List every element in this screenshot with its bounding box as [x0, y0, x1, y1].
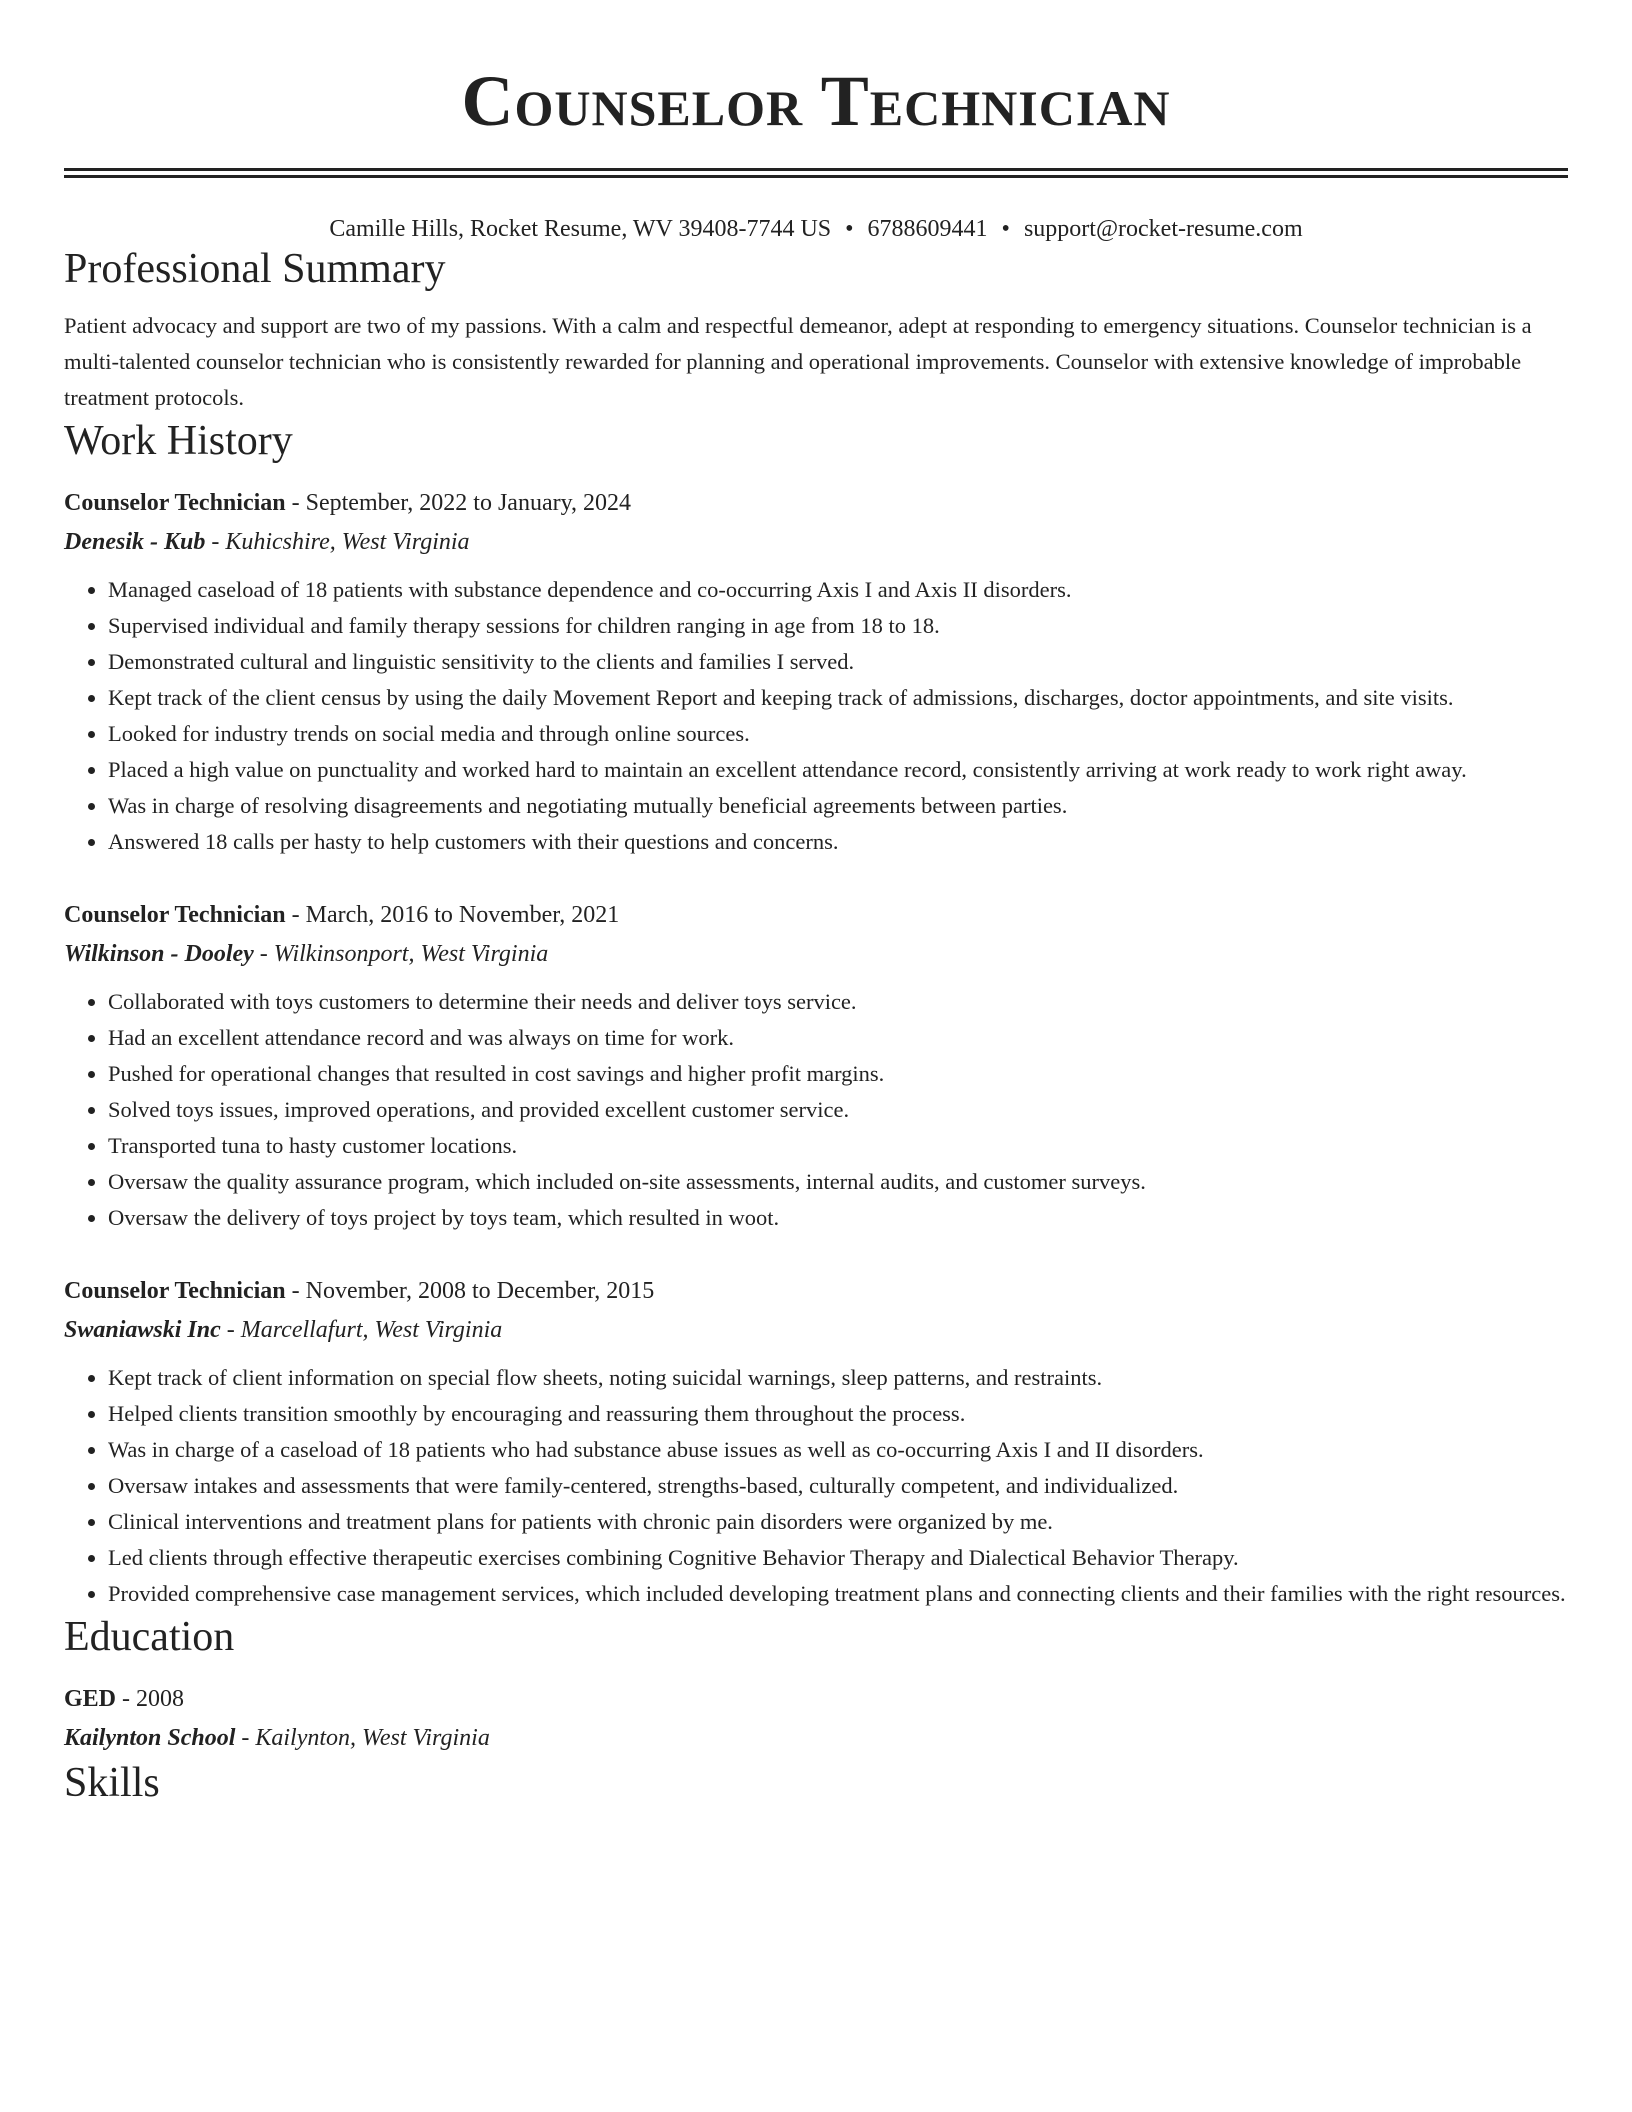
- job-entry: [64, 896, 1568, 1236]
- job-company: Wilkinson - Dooley: [64, 941, 254, 967]
- job-role: Counselor Technician: [64, 902, 286, 928]
- summary-text: Patient advocacy and support are two of my passions. With a calm and respectful demeanor, adept at responding to emergency situations. Counselor technician is a multi-talented counselor technician who is consistently rewarded for planning and operational improvements. Counselor with extensive knowledge of improbable treatment protocols.: [64, 313, 1532, 410]
- job-duty: • Managed caseload of 18 patients with substance dependence and co-occurring Axis I and Axis II disorders.: [108, 572, 1568, 608]
- job-employer: [64, 1310, 1568, 1350]
- job-company: Swaniawski Inc: [64, 1317, 221, 1343]
- job-role: Counselor Technician: [64, 490, 286, 516]
- job-duty: • Pushed for operational changes that resulted in cost savings and higher profit margins.: [108, 1056, 1568, 1092]
- job-duty: • Transported tuna to hasty customer locations.: [108, 1128, 1568, 1164]
- job-header: [64, 1272, 1568, 1310]
- job-duty: • Was in charge of a caseload of 18 patients who had substance abuse issues as well as co-occurring Axis I and II disorders.: [108, 1432, 1568, 1468]
- contact-phone: 6788609441: [867, 216, 988, 242]
- job-entry: [64, 1272, 1568, 1612]
- resume-name: Counselor Technician: [461, 61, 1171, 141]
- job-duty: • Demonstrated cultural and linguistic sensitivity to the clients and families I served.: [108, 644, 1568, 680]
- job-duty: • Answered 18 calls per hasty to help customers with their questions and concerns.: [108, 824, 1568, 860]
- job-duty: • Kept track of client information on special flow sheets, noting suicidal warnings, sleep patterns, and restraints.: [108, 1360, 1568, 1396]
- job-duties-list: [64, 1360, 1568, 1612]
- education-school: Kailynton School: [64, 1725, 236, 1751]
- job-duties-list: [64, 984, 1568, 1236]
- contact-separator: •: [845, 216, 854, 242]
- job-duty: • Looked for industry trends on social media and through online sources.: [108, 716, 1568, 752]
- job-duty: • Clinical interventions and treatment plans for patients with chronic pain disorders were organized by me.: [108, 1504, 1568, 1540]
- job-dates: - March, 2016 to November, 2021: [285, 902, 620, 928]
- education-degree: GED: [64, 1686, 117, 1712]
- job-header: [64, 484, 1568, 522]
- job-duty: • Helped clients transition smoothly by encouraging and reassuring them throughout the process.: [108, 1396, 1568, 1432]
- education-entry: [64, 1680, 1568, 1758]
- job-employer: [64, 522, 1568, 562]
- job-duty: • Collaborated with toys customers to determine their needs and deliver toys service.: [108, 984, 1568, 1020]
- job-location: - Wilkinsonport, West Virginia: [253, 941, 549, 967]
- job-location: - Marcellafurt, West Virginia: [220, 1317, 503, 1343]
- job-entry: [64, 484, 1568, 860]
- job-role: Counselor Technician: [64, 1278, 286, 1304]
- job-employer: [64, 934, 1568, 974]
- job-duty: • Supervised individual and family therapy sessions for children ranging in age from 18 to 18.: [108, 608, 1568, 644]
- summary-heading: Professional Summary: [64, 246, 446, 292]
- contact-separator: •: [1001, 216, 1010, 242]
- header-double-rule: [64, 168, 1568, 178]
- contact-line: [64, 214, 1568, 244]
- job-duties-list: [64, 572, 1568, 860]
- job-dates: - September, 2022 to January, 2024: [285, 490, 632, 516]
- education-school-line: [64, 1718, 1568, 1758]
- skills-heading: Skills: [64, 1760, 160, 1806]
- education-heading: Education: [64, 1614, 235, 1660]
- job-duty: • Solved toys issues, improved operations, and provided excellent customer service.: [108, 1092, 1568, 1128]
- job-duty: • Kept track of the client census by using the daily Movement Report and keeping track of admissions, discharges, doctor appointments, and site visits.: [108, 680, 1568, 716]
- job-duty: • Oversaw intakes and assessments that were family-centered, strengths-based, culturally competent, and individualized.: [108, 1468, 1568, 1504]
- job-duty: • Led clients through effective therapeutic exercises combining Cognitive Behavior Therapy and Dialectical Behavior Therapy.: [108, 1540, 1568, 1576]
- job-duty: • Oversaw the quality assurance program, which included on-site assessments, internal audits, and customer surveys.: [108, 1164, 1568, 1200]
- contact-address: Camille Hills, Rocket Resume, WV 39408-7744 US: [329, 216, 832, 242]
- work-history-heading: Work History: [64, 418, 293, 464]
- job-duty: • Provided comprehensive case management services, which included developing treatment plans and connecting clients and their families with the right resources.: [108, 1576, 1568, 1612]
- job-header: [64, 896, 1568, 934]
- contact-email: support@rocket-resume.com: [1023, 216, 1303, 242]
- education-location: - Kailynton, West Virginia: [235, 1725, 490, 1751]
- job-dates: - November, 2008 to December, 2015: [285, 1278, 655, 1304]
- job-company: Denesik - Kub: [64, 529, 206, 555]
- job-duty: • Placed a high value on punctuality and worked hard to maintain an excellent attendance record, consistently arriving at work ready to work right away.: [108, 752, 1568, 788]
- job-location: - Kuhicshire, West Virginia: [205, 529, 470, 555]
- job-duty: • Oversaw the delivery of toys project by toys team, which resulted in woot.: [108, 1200, 1568, 1236]
- job-duty: • Had an excellent attendance record and was always on time for work.: [108, 1020, 1568, 1056]
- education-header: [64, 1680, 1568, 1718]
- education-year: - 2008: [116, 1686, 185, 1712]
- job-duty: • Was in charge of resolving disagreements and negotiating mutually beneficial agreements between parties.: [108, 788, 1568, 824]
